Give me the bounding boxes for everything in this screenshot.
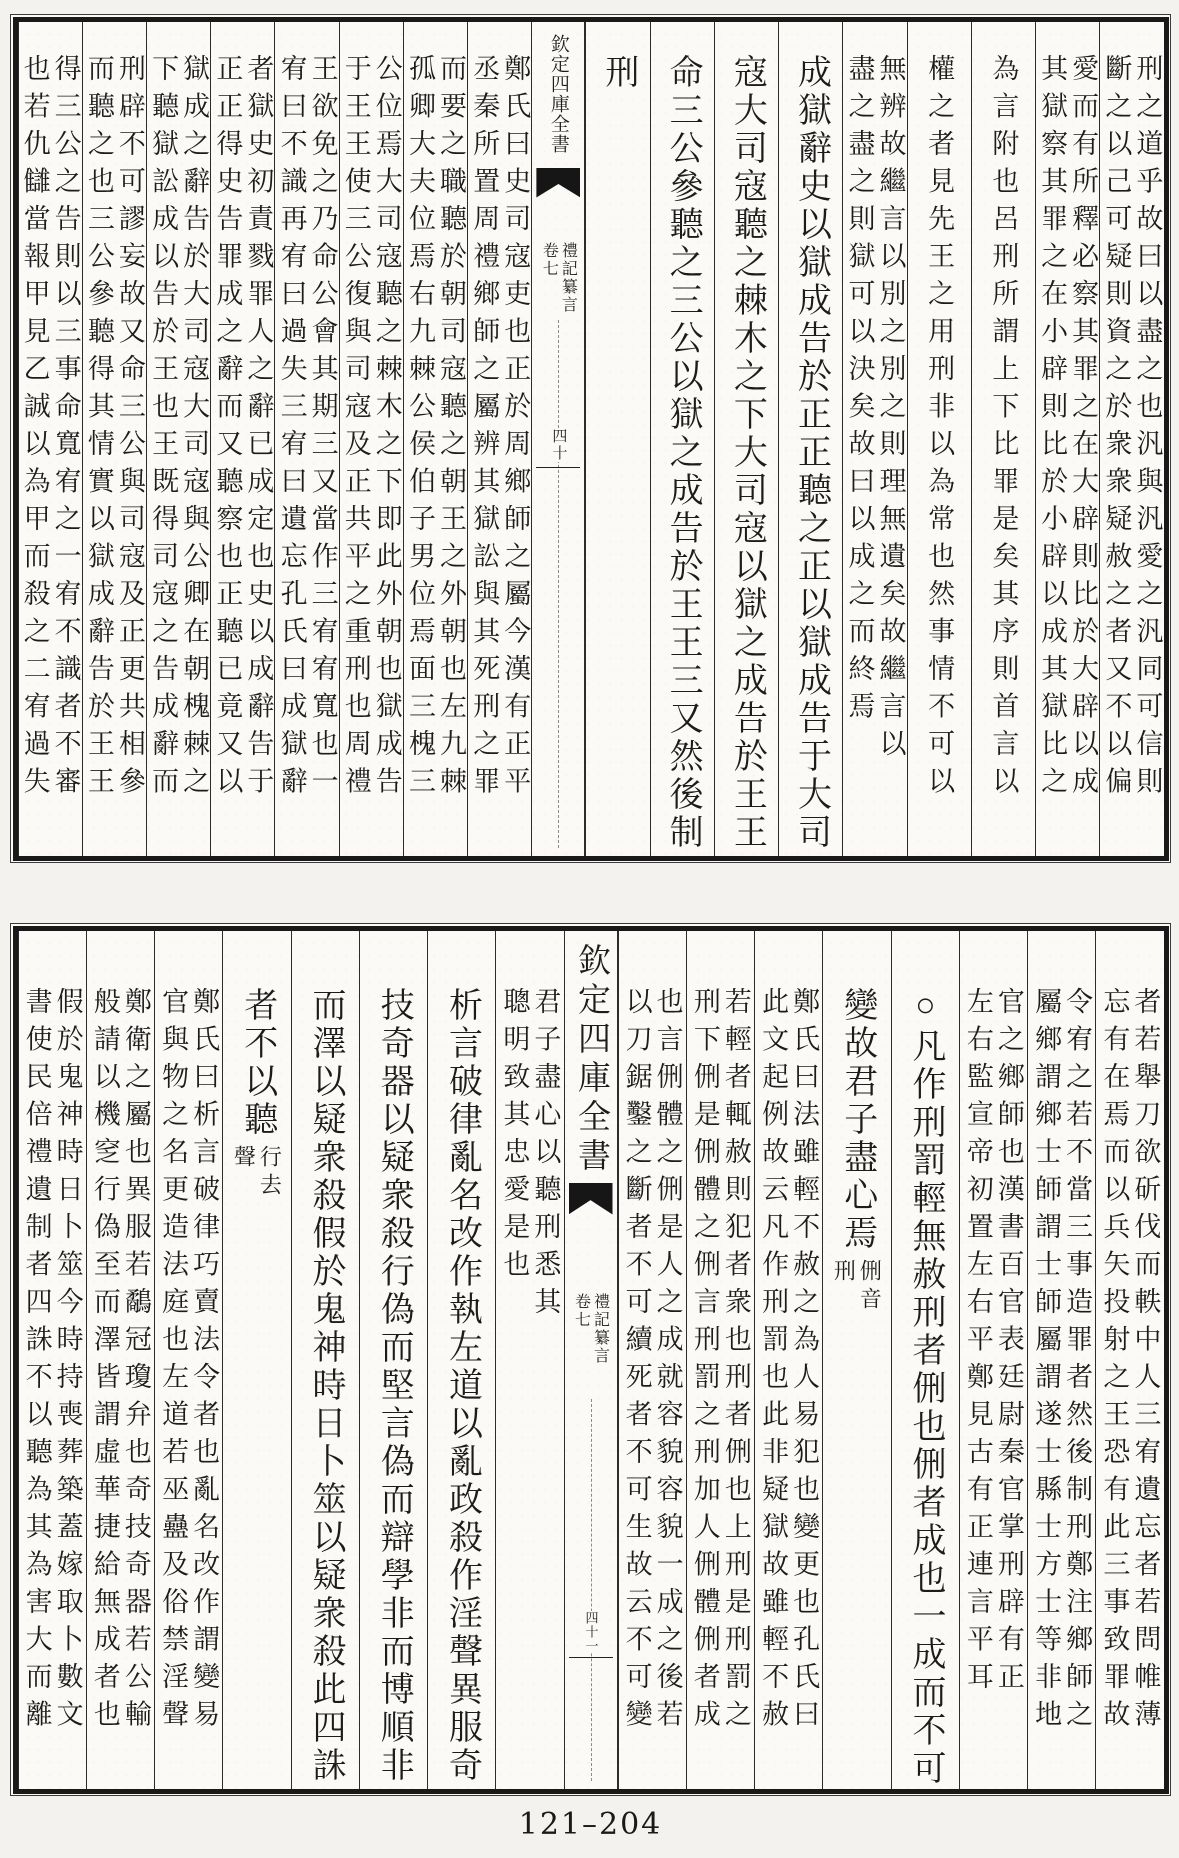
banxin-titles (573, 1293, 609, 1365)
commentary-left: 忘有在焉而以兵矢投射之王恐有此三事致罪故 (1099, 986, 1130, 1737)
commentary-right: 無辨故繼言以別之別之則理無遺矣故繼言以 (875, 53, 906, 766)
commentary-column (154, 931, 222, 1789)
commentary-pair (622, 987, 683, 1737)
main-text: 而澤以疑衆殺假於鬼神時日卜筮以疑衆殺此四誅 (306, 986, 344, 1785)
juan-label: 卷七 (572, 1292, 590, 1329)
commentary-right: 若輕者輒赦則犯者衆也刑者侀也上刑是刑罰之 (720, 986, 751, 1737)
folio-number: 四十一 (583, 1610, 599, 1653)
commentary-right: 獄成之辭告於大司寇大司寇與公卿在朝槐棘之 (179, 53, 210, 804)
commentary-pair (158, 987, 219, 1737)
commentary-right: 刑辟不可謬妄故又命三公與司寇及正更共相參 (114, 53, 145, 804)
commentary-left: 宥曰不識再宥曰過失三宥曰遺忘孔氏曰成獄辭 (276, 53, 307, 804)
commentary-column (403, 22, 467, 856)
folio-rule (536, 467, 580, 468)
commentary-pair (22, 987, 83, 1737)
commentary-left: 盡之盡之則獄可以決矣故曰以成之而終焉 (844, 53, 875, 729)
commentary-pair (20, 54, 81, 804)
siku-header: 欽定四庫全書 (547, 33, 569, 154)
commentary-column (495, 931, 563, 1789)
commentary-pair (1101, 54, 1162, 804)
commentary-column (274, 22, 338, 856)
page-top-columns (13, 17, 1169, 861)
main-text-column (778, 22, 842, 856)
commentary-column (686, 931, 754, 1789)
page-footer (10, 1796, 1171, 1858)
commentary-right: 而要之職聽於朝司寇聽之朝王之外朝也左九棘 (436, 53, 467, 804)
commentary-right: 者若舉刀欲斫伐而軼中人三宥遺忘者若問帷薄 (1130, 986, 1161, 1737)
commentary-pair (341, 54, 402, 804)
main-text: 成獄辭史以獄成告於正正聽之正以獄成告于大司 (792, 53, 830, 852)
commentary-column (146, 22, 210, 856)
commentary-right: 刑之道乎故曰以盡之也汎與汎愛之汎同可信則 (1132, 53, 1163, 804)
commentary-right: 假於鬼神時日卜筮今時持喪葬築蓋嫁取卜數文 (52, 986, 83, 1737)
commentary-right: 者獄史初責戮罪人之辭已成定也史以成辭告于 (243, 53, 274, 804)
commentary-right: 官之鄉師也漢書百官表廷尉秦官掌刑辟有正 (993, 986, 1024, 1699)
commentary-left: 刑下侀是侀體之侀言刑罰之刑加人侀體侀者成 (689, 986, 720, 1737)
commentary-left: 官與物之名更造法庭也左道若巫蠱及俗禁淫聲 (158, 986, 189, 1737)
main-text-column (822, 931, 890, 1789)
fishtail-icon (536, 168, 580, 198)
commentary-right: 公位焉大司寇聽之棘木之下即此外朝也獄成告 (371, 53, 402, 804)
main-text: ○凡作刑罰輕無赦刑者侀也侀者成也一成而不可 (906, 986, 944, 1788)
commentary-pair (148, 54, 209, 804)
commentary-right: 令宥之若不當三事造罪者然後制刑鄭注鄉師之 (1062, 986, 1093, 1737)
main-text-column (650, 22, 714, 856)
commentary-column (86, 931, 154, 1789)
main-text: 寇大司寇聽之棘木之下大司寇以獄之成告於王王 (728, 53, 766, 852)
commentary-left: 下聽獄訟成以告於王也王既得司寇之告成辭而 (148, 53, 179, 804)
center-fold-dashes (558, 320, 559, 848)
commentary-right: 鄭氏曰析言破律巧賣法令者也亂名改作謂變易 (189, 986, 220, 1737)
book-title: 禮記纂言 (559, 241, 577, 314)
commentary-right: 也言侀體之侀是人之成就容貌容貌一成之後若 (652, 986, 683, 1737)
main-text: 變故君子盡心焉 (838, 986, 876, 1253)
commentary-column (18, 931, 86, 1789)
commentary-pair (1037, 54, 1098, 804)
main-text: 命三公參聽之三公以獄之成告於王王三又然後制 (664, 53, 702, 852)
gloss-right: 行去 (257, 1144, 283, 1201)
commentary-column (754, 931, 822, 1789)
banxin-column (564, 931, 618, 1789)
gloss-left: 聲 (231, 1144, 257, 1173)
main-text: 析言破律亂名改作執左道以亂政殺作淫聲異服奇 (443, 986, 481, 1785)
main-text-column (585, 22, 649, 856)
commentary-right: 君子盡心以聽刑悉其 (530, 986, 561, 1324)
commentary-pair (405, 54, 466, 804)
commentary-right: 得三公之告則以三事命寬宥之一宥不識者不審 (50, 53, 81, 804)
commentary-left: 而聽之也三公參聽得其情實以獄成辭告於王王 (83, 53, 114, 804)
main-text: 刑 (599, 53, 637, 92)
commentary-column (467, 22, 531, 856)
main-text-column (427, 931, 495, 1789)
commentary-left: 其獄察其罪之在小辟則比於小辟以成其獄比之 (1037, 53, 1068, 804)
commentary-left: 于王王使三公復與司寇及正共平之重刑也周禮 (340, 53, 371, 804)
siku-header: 欽定四庫全書 (573, 942, 609, 1177)
commentary-left: 正正得史告罪成之辭而又聽察也正聽已竟又以 (212, 53, 243, 804)
commentary-left: 書使民倍禮遺制者四誅不以聽為其為害大而離 (21, 986, 52, 1737)
pronunciation-gloss (231, 1145, 282, 1201)
page-bottom-columns (13, 926, 1169, 1794)
commentary-pair (844, 54, 905, 767)
commentary-pair (84, 54, 145, 804)
commentary-column (1035, 22, 1099, 856)
gloss-right: 侀音 (857, 1258, 883, 1315)
commentary-left: 斷之以己可疑則資之於衆衆疑赦之者又不以偏 (1101, 53, 1132, 804)
commentary-right: 鄭氏曰史司寇吏也正於周鄉師之屬今漢有正平 (500, 53, 531, 804)
commentary-right: 愛而有所釋必察其罪之在大辟則比於大辟以成 (1068, 53, 1099, 804)
folio-number: 四十 (550, 427, 567, 462)
commentary-left: 屬鄉謂鄉士師謂士師屬謂遂士縣士方士等非地 (1031, 986, 1062, 1737)
commentary-column (210, 22, 274, 856)
commentary-pair (758, 987, 819, 1737)
main-text-column (359, 931, 427, 1789)
page-top (10, 14, 1171, 863)
commentary-left: 聰明致其忠愛是也 (499, 986, 530, 1287)
commentary-left: 左右監宣帝初置左右平鄭見古有正連言平耳 (962, 986, 993, 1699)
main-text: 技奇器以疑衆殺行偽而堅言偽而辯學非而博順非 (375, 986, 413, 1785)
commentary-left: 孤卿大夫位焉右九棘公侯伯子男位焉面三槐三 (405, 53, 436, 804)
commentary-left: 以刀鋸鑿之斷者不可續死者不可生故云不可變 (621, 986, 652, 1737)
main-text-column (291, 931, 359, 1789)
book-title: 禮記纂言 (591, 1292, 609, 1365)
commentary-text: 權之者見先王之用刑非以為常也然事情不可以 (924, 53, 955, 804)
pronunciation-gloss (831, 1259, 882, 1315)
gloss-left: 刑 (831, 1258, 857, 1287)
main-text-column (714, 22, 778, 856)
commentary-pair (1031, 987, 1092, 1737)
banxin-titles (540, 242, 576, 314)
page-bottom (10, 923, 1171, 1796)
commentary-column (18, 22, 82, 856)
center-fold-dashes (591, 1399, 592, 1781)
commentary-right: 鄭氏曰法雖輕不赦之為人易犯也變更也孔氏曰 (789, 986, 820, 1737)
folio-rule (569, 1657, 613, 1658)
commentary-pair (963, 987, 1024, 1700)
commentary-right: 鄭衛之屬也異服若鷸冠瓊弁也奇技奇器若公輸 (120, 986, 151, 1737)
commentary-single-column (971, 22, 1035, 856)
commentary-column (339, 22, 403, 856)
main-text-column (891, 931, 959, 1789)
fishtail-icon (569, 1183, 613, 1215)
main-text-column (222, 931, 290, 1789)
commentary-pair (277, 54, 338, 804)
commentary-pair (690, 987, 751, 1737)
commentary-column (618, 931, 686, 1789)
page-number: 121–204 (518, 1807, 663, 1842)
commentary-left: 也若仇讎當報甲見乙誠以為甲而殺之二宥過失 (19, 53, 50, 804)
juan-label: 卷七 (540, 241, 558, 278)
commentary-text: 為言附也呂刑所謂上下比罪是矣其序則首言以 (988, 53, 1019, 804)
commentary-column (959, 931, 1027, 1789)
commentary-right: 王欲免之乃命公會其期三又當作三宥宥寬也一 (307, 53, 338, 804)
commentary-column (1099, 22, 1163, 856)
commentary-column (842, 22, 906, 856)
commentary-pair (1099, 987, 1160, 1737)
commentary-pair (469, 54, 530, 804)
commentary-pair (499, 987, 560, 1325)
commentary-left: 此文起例故云凡作刑罰也此非疑獄故雖輕不赦 (758, 986, 789, 1737)
commentary-pair (212, 54, 273, 804)
main-text: 者不以聽 (238, 986, 276, 1139)
commentary-column (1095, 931, 1163, 1789)
banxin-column (531, 22, 585, 856)
commentary-column (1027, 931, 1095, 1789)
commentary-column (82, 22, 146, 856)
commentary-left: 般請以機窆行偽至而澤皆謂虛華捷給無成者也 (89, 986, 120, 1737)
commentary-pair (90, 987, 151, 1737)
commentary-single-column (907, 22, 971, 856)
commentary-left: 丞秦所置周禮鄉師之屬辨其獄訟與其死刑之罪 (469, 53, 500, 804)
